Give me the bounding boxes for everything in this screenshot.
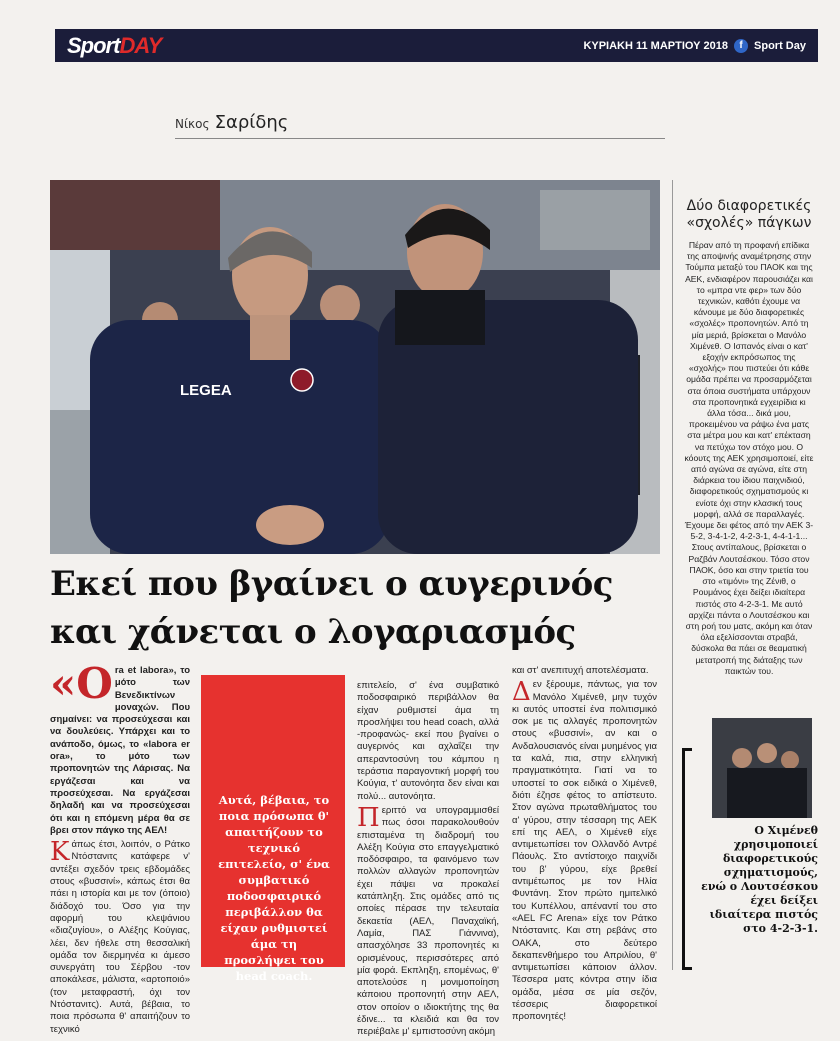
col3-text: εριττό να υπογραμμισθεί πως όσοι παρακολουθούν επισταμένα τη διαδρομή του Αλέξη Κούγια στο επαγγελματικό ποδόσφαιρο, τα φαινόμενο των πολλών αλλαγών προπονητών έχει πάψει να προκαλεί κατάπληξη. Στις ομάδες από τις οποίες πέρασε την τελευταία δεκαετία (ΑΕΛ, Παναχαϊκή, Λαμία, ΠΑΣ Γιάννινα), απασχόλησε 33 προπονητές κι ορισμένους, περισσότερες από μία φορά. Εκπληξη, επομένως, θ' αποτελούσε η μονιμοποίηση κάποιου προπονητή στην ΑΕΛ, στον οποίον ο ιδιοκτήτης της θα έδινε... τα κλειδιά και θα τον περιέβαλε μ' εμπιστοσύνη ακόμη xyxy=(357,804,499,1038)
headline-line-1: Εκεί που βγαίνει ο αυγερινός xyxy=(50,564,613,604)
facebook-icon[interactable]: f xyxy=(734,39,748,53)
col3-continuation: επιτελείο, σ' ένα συμβατικό ποδοσφαιρικό περιβάλλον θα είχαν ρυθμιστεί άμα τη προσλήψει του head coach, αλλά -προφανώς- εκεί που βγαίνει ο αυγερινός και αχλαΐζει την απεραντοσύνη του κάμπου η τεράστια παραγοντική μορφή του Κούγια, τ' αυτονόητα δεν είναι και πολύ... αυτονόητα. xyxy=(357,680,499,802)
byline-divider xyxy=(175,138,665,139)
col3-paragraph xyxy=(357,802,499,1039)
issue-date: ΚΥΡΙΑΚΗ 11 ΜΑΡΤΙΟΥ 2018 xyxy=(583,39,729,52)
col4-paragraph xyxy=(512,679,657,1023)
sidebar-divider xyxy=(672,180,673,970)
col4-dropcap: Δ xyxy=(512,677,531,708)
col3-dropcap: Π xyxy=(357,802,380,833)
sidebar-paragraph: Πέραν από τη προφανή επίδικα της αποψινής αναμέτρησης στην Τούμπα μεταξύ του ΠΑΟΚ και της ΑΕΚ, ενδιαφέρον παρουσιάζει και το «μπρα ντε φερ» των δύο τεχνικών, καθότι έχουμε να κάνουμε με δύο διαφορετικές «σχολές» προπονητών. Από τη μία μεριά, βρίσκεται ο Μανόλο Χιμένεθ. Ο Ισπανός είναι ο κατ' εξοχήν εκπρόσωπος της «σχολής» που πιστεύει ότι κάθε ομάδα πρέπει να προσαρμόζεται στα όποια συστήματα υπάρχουν στα προπονητικά εγχειρίδια κι άλλα τόσα... δικά μου, προκειμένου να ράψω ένα ματς στα μέτρα μου και κατ' επέκταση να πετύχω τον στόχο μου. Ο κόουτς της ΑΕΚ χρησιμοποιεί, είτε από αγώνα σε αγώνα, είτε στη διάρκεια του ίδιου παιχνιδιού, διαφορετικούς σχηματισμούς κι ενίοτε όχι στην κλασική τους μορφή, αλλά σε παραλλαγές. Έχουμε δει φέτος από την ΑΕΚ 3-5-2, 3-4-1-2, 4-2-3-1, 4-4-1-1... Στους αντίπαλους, βρίσκεται ο Ραζβάν Λουτσέσκου. Τόσο στον ΠΑΟΚ, όσο και στην τριετία του στο «τιμόνι» της Ζένιθ, ο Ρουμάνος έχει δείξει ιδιαίτερα πιστός στο 4-2-3-1. Με αυτό αρχίζει πάντα ο Λουτσέσκου και στη ροή του ματς, ακόμη και όταν όλα εξελίσσονται στραβά, δύσκολα θα πάει σε θεαματική μετατροπή της διάταξης των παικτών του. xyxy=(684,240,814,676)
brand-logo[interactable]: SportDAY xyxy=(67,32,162,58)
col4-continuation: και στ' ανεπιτυχή αποτελέσματα. xyxy=(512,665,649,676)
masthead-bar xyxy=(55,29,818,62)
pull-quote: Αυτά, βέβαια, το ποια πρόσωπα θ' απαιτήζουν το τεχνικό επιτελείο, σ' ένα συμβατικό ποδοσφαιρικό περιβάλλον θα είχαν ρυθμιστεί άμα τη προσλήψει του head coach. xyxy=(201,675,345,967)
caption-bracket xyxy=(682,748,692,970)
sidebar-title: Δύο διαφορετικές «σχολές» πάγκων xyxy=(686,198,812,231)
intro-paragraph xyxy=(50,659,190,837)
byline-author: Σαρίδης xyxy=(214,112,289,133)
body-text: άπως έτσι, λοιπόν, ο Ράτκο Ντόστανιτς κατάφερε ν' αντέξει σχεδόν τρεις εβδομάδες στους «βυσσινί», κάπως έτσι θα πάει η ιστορία και με τον (όποιο) διάδοχό του. Όσο για την αφορμή του κλεψάνιου «διαζυγίου», ο Αλέξης Κούγιας, λέει, δεν ήθελε στη θεσσαλική ομάδα τον διερμηνέα κι άμεσο συνεργάτη του Σέρβου -τον αποκάλεσε, μάλιστα, «αρτοποιό» (τον μεταφραστή, όχι τον Ντόστανιτς). Αυτά, βέβαια, το ποια πρόσωπα θ' απαιτήζουν το τεχνικό xyxy=(50,839,190,1035)
article-column-4 xyxy=(512,665,657,1026)
article-column-3 xyxy=(357,680,499,1041)
body-dropcap: Κ xyxy=(50,837,70,868)
coach-avatar-photo xyxy=(712,718,812,818)
coaches-handshake-illustration xyxy=(50,180,660,554)
body-paragraph xyxy=(50,839,190,1036)
shirt-brand-text: LEGEA xyxy=(180,382,232,399)
col4-text: εν ξέρουμε, πάντως, για τον Μανόλο Χιμένεθ, μην τυχόν κι αυτός υποστεί ένα πολιτισμικό σοκ με τις αλλαγές προπονητών στους «βυσσινί», αν και ο Ανδαλουσιανός είναι μυημένος για τα καλά, πια, στην ελληνική πραγματικότητα. Γιατί να το υποστεί το σοκ ειδικά ο Χιμένεθ, διότι έζησε φέτος το απίστευτο. Στον αγώνα πρωταθλήματος του α' γύρου, στην τέσσαρη της ΑΕΚ επί της ΑΕΛ, ο Χιμένεθ είχε αντιμετωπίσει τον Ολλανδό Αντρέ Πάουλς. Στο αντίστοιχο παιχνίδι του β' γύρου, είχε βρεθεί αντιμέτωπος με τον Ηλία Φυντάνη. Στον πρώτο ημιτελικό του Κυπέλλου, απέναντί του στο «AEL FC Arena» είχε τον Ράτκο Ντόστανιτς. Και στη ρεβάνς στο ΟΑΚΑ, στο δεύτερο δεκαπενθήμερο του Απριλίου, θ' αντιμετωπίσει κάποιον άλλον. Τέσσερα ματς κόντρα στην ίδια ομάδα, μέσα σε μία σεζόν, τέσσερις διαφορετικοί προπονητές! xyxy=(512,679,657,1023)
intro-text: ra et labora», το μότο των Βενεδικτίνων μοναχών. Που σημαίνει: να προσεύχεσαι και να δουλεύεις. Υπάρχει και το ανάποδο, όμως, το «labora er ora», το μότο των προπονητών της Λάρισας. Να εργάζεσαι και να προσεύχεσαι. Να εργάζεσαι δηλαδή και να προσεύχεσαι ότι και η επόμενη μέρα θα σε βρει στον πάγκο της ΑΕΛ! xyxy=(50,665,190,836)
byline-prefix: Νίκος xyxy=(175,117,210,131)
article-column-1 xyxy=(50,659,190,1038)
social-label[interactable]: Sport Day xyxy=(754,39,806,52)
article-headline xyxy=(50,560,660,656)
headline-line-2: και χάνεται ο λογαριασμός xyxy=(50,612,576,652)
masthead-info xyxy=(583,39,806,53)
article-photo xyxy=(50,180,660,554)
sidebar-text xyxy=(683,240,815,677)
photo-caption: Ο Χιμένεθ χρησιμοποιεί διαφορετικούς σχηματισμούς, ενώ ο Λουτσέσκου έχει δείξει ιδιαίτερα πιστός στο 4-2-3-1. xyxy=(701,824,818,935)
bench-photo-illustration xyxy=(712,718,812,818)
byline xyxy=(175,112,288,133)
intro-dropcap: «Ο xyxy=(50,659,113,708)
